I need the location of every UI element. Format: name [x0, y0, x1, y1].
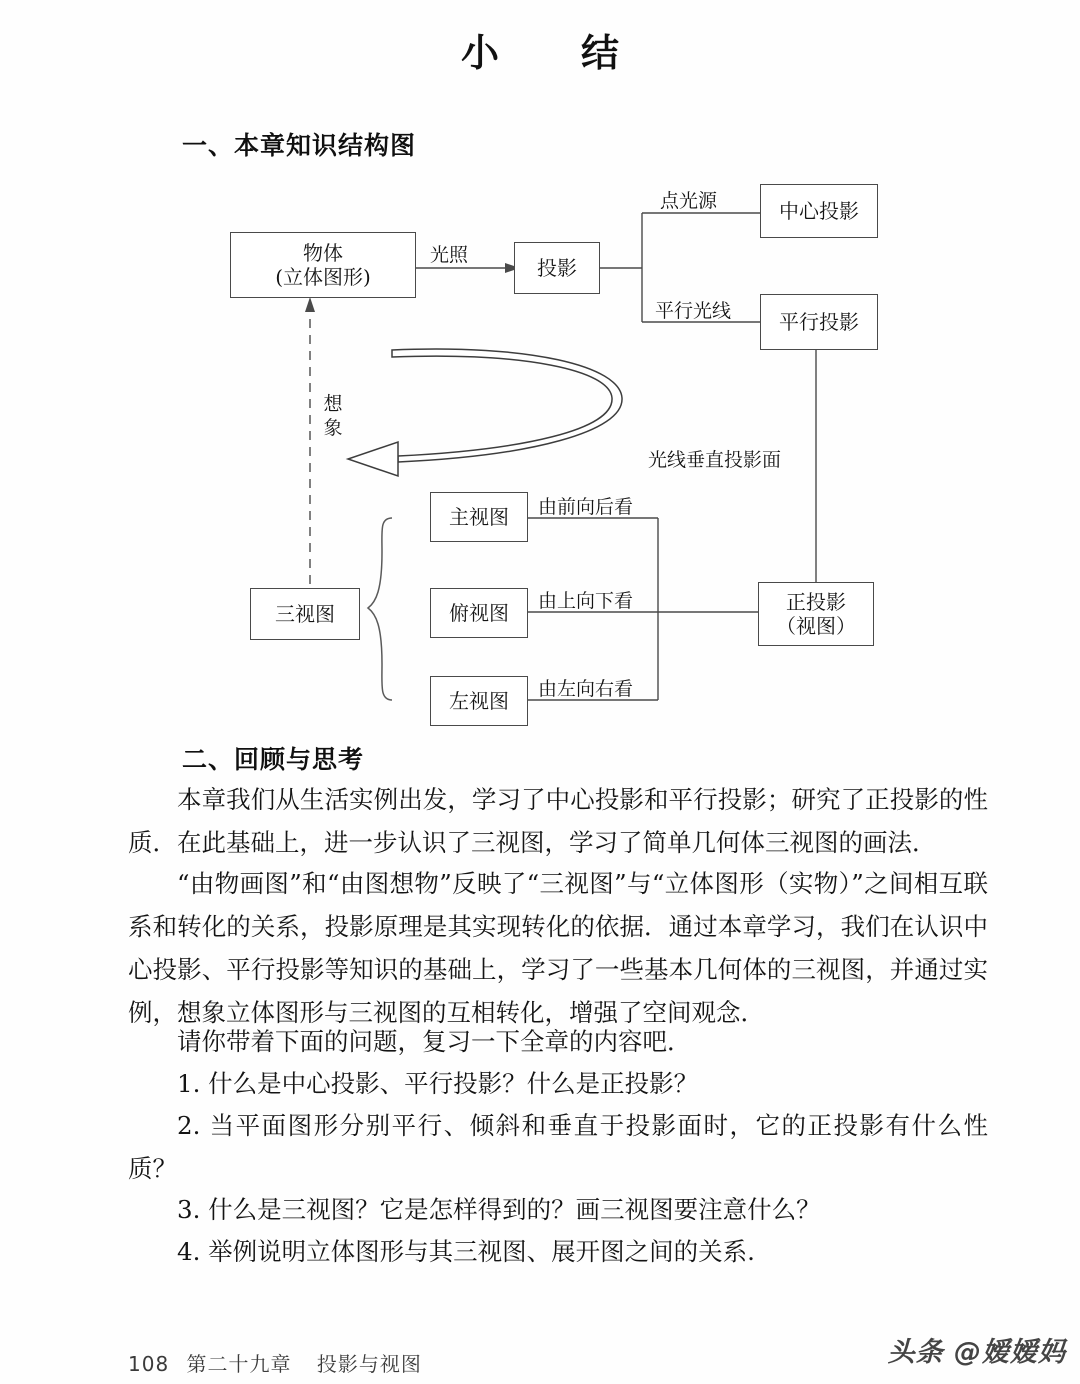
question-4-text: 4. 举例说明立体图形与其三视图、展开图之间的关系.	[177, 1237, 755, 1266]
paragraph-1-text: 本章我们从生活实例出发，学习了中心投影和平行投影；研究了正投影的性质．在此基础上，进一步认识了三视图，学习了简单几何体三视图的画法．	[128, 785, 988, 857]
edge-label-light: 光照	[430, 244, 469, 266]
node-parallel-projection-line1: 平行投影	[779, 309, 859, 334]
node-object	[230, 232, 416, 298]
knowledge-structure-diagram	[130, 170, 950, 730]
question-1	[128, 1062, 988, 1105]
question-3	[128, 1188, 988, 1231]
paragraph-2	[128, 862, 988, 1034]
section-heading-one: 一、本章知识结构图	[182, 131, 417, 160]
node-front-view	[430, 492, 528, 542]
node-projection	[514, 242, 600, 294]
edge-label-left-to-right: 由左向右看	[538, 678, 634, 700]
node-side-view	[430, 676, 528, 726]
node-object-line2: (立体图形)	[275, 265, 371, 289]
section-heading-two: 二、回顾与思考	[182, 745, 365, 774]
edge-label-front-to-back: 由前向后看	[538, 496, 634, 518]
paragraph-3	[128, 1020, 988, 1063]
edge-label-parallel-rays: 平行光线	[655, 300, 732, 322]
footer-chapter-title: 投影与视图	[316, 1352, 422, 1376]
node-parallel-projection	[760, 294, 878, 350]
question-2-text: 2. 当平面图形分别平行、倾斜和垂直于投影面时，它的正投影有什么性质？	[128, 1111, 988, 1183]
node-three-views	[250, 588, 360, 640]
paragraph-3-text: 请你带着下面的问题，复习一下全章的内容吧．	[177, 1027, 692, 1056]
node-orthographic-line2: （视图）	[776, 614, 856, 638]
node-top-view	[430, 588, 528, 638]
edge-label-rays-perpendicular: 光线垂直投影面	[648, 449, 782, 471]
curved-transform-arrow	[348, 349, 622, 476]
page-title: 小 结	[460, 30, 641, 75]
page-footer	[128, 1348, 422, 1377]
edge-label-imagine: 想象	[323, 393, 343, 440]
node-top-view-line1: 俯视图	[449, 600, 509, 625]
edge-label-point-source: 点光源	[660, 190, 718, 212]
paragraph-2-text: “由物画图”和“由图想物”反映了“三视图”与“立体图形（实物）”之间相互联系和转化的关系，投影原理是其实现转化的依据．通过本章学习，我们在认识中心投影、平行投影等知识的基础上，学习了一些基本几何体的三视图，并通过实例，想象立体图形与三视图的互相转化，增强了空间观念．	[128, 869, 988, 1027]
node-front-view-line1: 主视图	[449, 504, 509, 529]
node-orthographic-projection	[758, 582, 874, 646]
node-three-views-line1: 三视图	[275, 601, 335, 626]
question-4	[128, 1230, 988, 1273]
question-3-text: 3. 什么是三视图？它是怎样得到的？画三视图要注意什么？	[177, 1195, 821, 1224]
node-orthographic-line1: 正投影	[786, 589, 846, 614]
node-center-projection-line1: 中心投影	[779, 198, 859, 223]
question-1-text: 1. 什么是中心投影、平行投影？什么是正投影？	[177, 1069, 699, 1098]
footer-page-number: 108	[128, 1352, 170, 1376]
paragraph-1	[128, 778, 988, 864]
node-side-view-line1: 左视图	[449, 688, 509, 713]
node-object-line1: 物体	[303, 240, 343, 265]
edge-label-top-to-bottom: 由上向下看	[538, 590, 634, 612]
node-center-projection	[760, 184, 878, 238]
question-2	[128, 1104, 988, 1190]
footer-chapter: 第二十九章	[186, 1352, 292, 1376]
node-projection-line1: 投影	[537, 255, 577, 280]
watermark: 头条 @嫒嫒妈	[887, 1337, 1066, 1368]
